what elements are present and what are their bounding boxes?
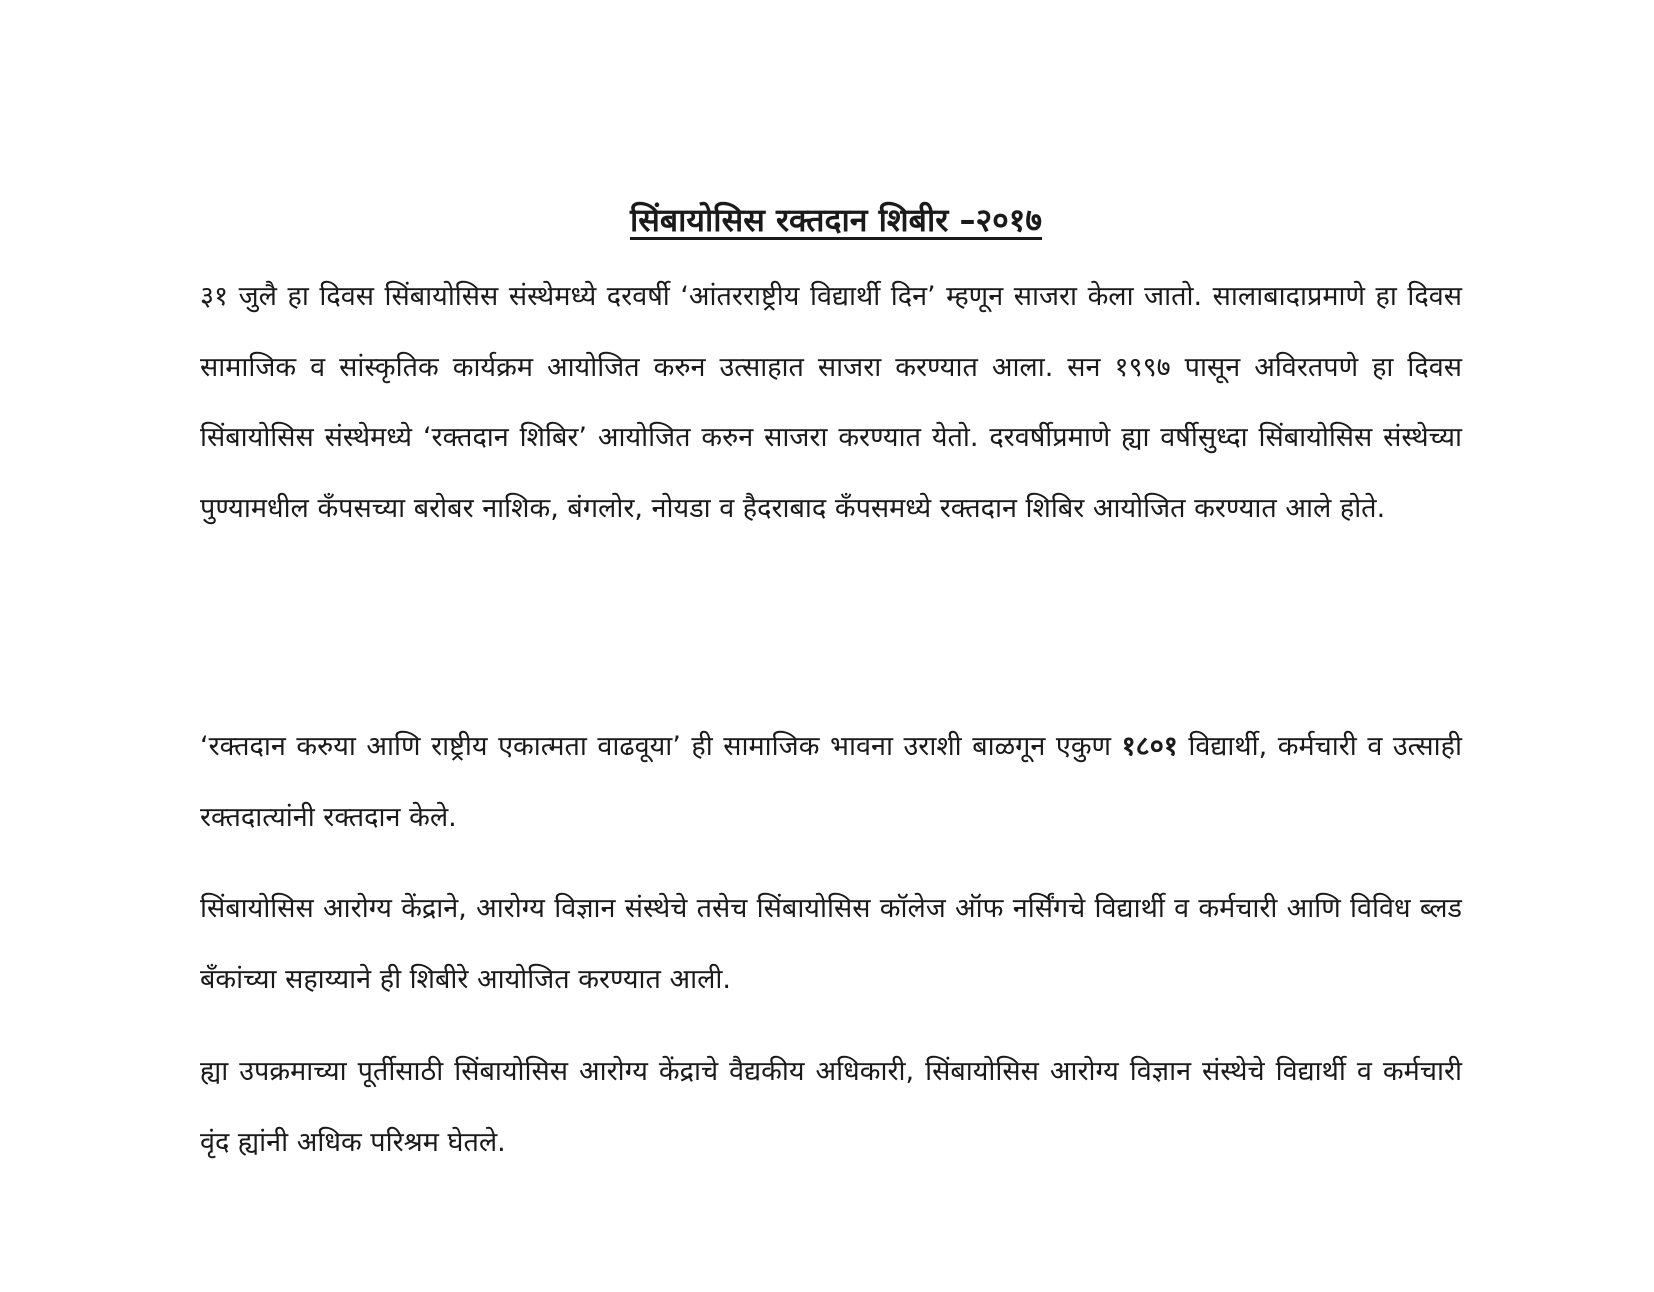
paragraph-donors-tail: विद्यार्थी, कर्मचारी व उत्साही रक्तदात्यांनी रक्तदान केले.	[200, 731, 1462, 833]
paragraph-donors	[200, 712, 1462, 853]
paragraph-intro: ३१ जुलै हा दिवस सिंबायोसिस संस्थेमध्ये दरवर्षी ‘आंतरराष्ट्रीय विद्यार्थी दिन’ म्हणून साजरा केला जातो. सालाबादाप्रमाणे हा दिवस सामाजिक व सांस्कृतिक कार्यक्रम आयोजित करुन उत्साहात साजरा करण्यात आला. सन १९९७ पासून अविरतपणे हा दिवस सिंबायोसिस संस्थेमध्ये ‘रक्तदान शिबिर’ आयोजित करुन साजरा करण्यात येतो. दरवर्षीप्रमाणे ह्या वर्षीसुध्दा सिंबायोसिस संस्थेच्या पुण्यामधील कॅंपसच्या बरोबर नाशिक, बंगलोर, नोयडा व हैदराबाद कॅंपसमध्ये रक्तदान शिबिर आयोजित करण्यात आले होते.	[200, 281, 1462, 524]
paragraph-donors-text: ‘रक्तदान करुया आणि राष्ट्रीय एकात्मता वाढवूया’ ही सामाजिक भावना उराशी बाळगून एकुण	[200, 731, 1112, 762]
donor-count: १८०१	[1121, 731, 1178, 762]
paragraph-organizers: सिंबायोसिस आरोग्य केंद्राने, आरोग्य विज्ञान संस्थेचे तसेच सिंबायोसिस कॉलेज ऑफ नर्सिंगचे विद्यार्थी व कर्मचारी आणि विविध ब्लड बँकांच्या सहाय्याने ही शिबीरे आयोजित करण्यात आली.	[200, 893, 1462, 995]
paragraph-acknowledgement: ह्या उपक्रमाच्या पूर्तीसाठी सिंबायोसिस आरोग्य केंद्राचे वैद्यकीय अधिकारी, सिंबायोसिस आरोग्य विज्ञान संस्थेचे विद्यार्थी व कर्मचारी वृंद ह्यांनी अधिक परिश्रम घेतले.	[200, 1056, 1462, 1158]
document-title: सिंबायोसिस रक्तदान शिबीर –२०१७	[629, 201, 1043, 239]
